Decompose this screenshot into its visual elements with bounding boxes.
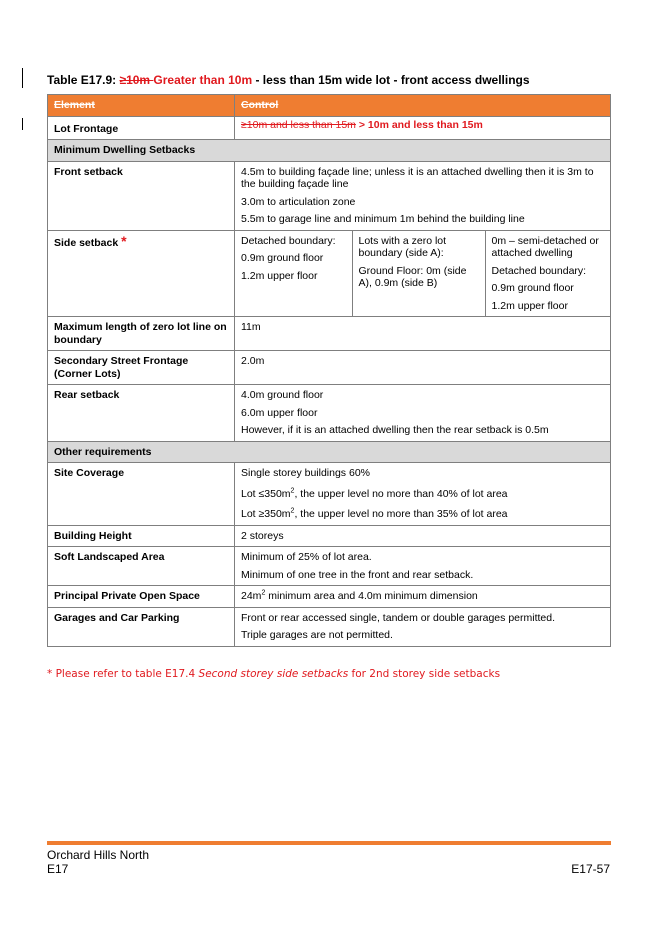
footnote bbox=[47, 668, 500, 680]
soft-landscaped-value bbox=[235, 547, 611, 586]
garages-line: Front or rear accessed single, tandem or double garages permitted. bbox=[241, 611, 556, 624]
superscript: 2 bbox=[290, 507, 295, 515]
row-secondary-frontage bbox=[48, 351, 611, 385]
row-rear-setback bbox=[48, 385, 611, 442]
header-control: Control bbox=[235, 95, 611, 117]
side-col-semi-detached bbox=[485, 231, 611, 317]
front-setback-line: 3.0m to articulation zone bbox=[241, 195, 356, 208]
front-setback-value bbox=[235, 161, 611, 230]
row-ppos bbox=[48, 586, 611, 608]
row-building-height bbox=[48, 525, 611, 547]
side-col-zero-lot bbox=[352, 231, 485, 317]
footer-title: Orchard Hills North bbox=[47, 848, 150, 862]
garages-value bbox=[235, 607, 611, 646]
site-coverage-label: Site Coverage bbox=[48, 463, 235, 526]
row-lot-frontage bbox=[48, 116, 611, 140]
lot-frontage-value bbox=[235, 116, 611, 140]
zero-lot-label: Maximum length of zero lot line on boundary bbox=[48, 317, 235, 351]
building-height-value: 2 storeys bbox=[235, 525, 611, 547]
side-col3-line: 1.2m upper floor bbox=[491, 299, 568, 312]
front-setback-line: 4.5m to building façade line; unless it is an attached dwelling then it is 3m to the building façade line bbox=[241, 165, 594, 190]
superscript: 2 bbox=[261, 589, 266, 597]
text: 24m bbox=[241, 590, 262, 602]
page-number: E17-57 bbox=[571, 862, 610, 876]
side-col3-line: 0m – semi-detached or attached dwelling bbox=[491, 234, 599, 259]
secondary-value: 2.0m bbox=[235, 351, 611, 385]
side-col3-line: 0.9m ground floor bbox=[491, 282, 574, 294]
soft-landscaped-line: Minimum of one tree in the front and rear setback. bbox=[241, 568, 474, 581]
footnote-text: for 2nd storey side setbacks bbox=[348, 668, 501, 680]
rear-setback-line: 6.0m upper floor bbox=[241, 406, 318, 419]
title-inserted: Greater than 10m bbox=[153, 73, 253, 87]
footer-chapter: E17 bbox=[47, 862, 69, 876]
side-col2-line: Lots with a zero lot boundary (side A): bbox=[358, 234, 447, 259]
title-struck: ≥10m bbox=[119, 73, 154, 87]
change-bar-2 bbox=[22, 118, 23, 130]
section-other bbox=[48, 441, 611, 463]
site-coverage-value bbox=[235, 463, 611, 526]
row-side-setback bbox=[48, 230, 611, 317]
garages-line: Triple garages are not permitted. bbox=[241, 629, 393, 641]
side-setback-subtable bbox=[235, 231, 611, 317]
rear-setback-label: Rear setback bbox=[48, 385, 235, 442]
lot-frontage-struck: ≥10m and less than 15m bbox=[241, 118, 356, 131]
secondary-label: Secondary Street Frontage (Corner Lots) bbox=[48, 351, 235, 385]
side-col3-line: Detached boundary: bbox=[491, 264, 587, 277]
footnote-text: * Please refer to table E17.4 bbox=[47, 668, 199, 680]
section-setbacks-label: Minimum Dwelling Setbacks bbox=[48, 140, 611, 162]
rear-setback-line: However, if it is an attached dwelling then the rear setback is 0.5m bbox=[241, 424, 549, 436]
text: Lot ≥350m bbox=[241, 508, 291, 520]
rear-setback-line: 4.0m ground floor bbox=[241, 389, 324, 401]
section-other-label: Other requirements bbox=[48, 441, 611, 463]
front-setback-label: Front setback bbox=[48, 161, 235, 230]
table-title bbox=[47, 73, 612, 87]
side-col1-line: 1.2m upper floor bbox=[241, 269, 318, 282]
row-garages bbox=[48, 607, 611, 646]
title-prefix: Table E17.9: bbox=[47, 73, 120, 87]
text: minimum area and 4.0m minimum dimension bbox=[265, 590, 478, 602]
site-coverage-line: Single storey buildings 60% bbox=[241, 467, 370, 479]
site-coverage-line bbox=[241, 508, 604, 521]
building-height-label: Building Height bbox=[48, 525, 235, 547]
change-bar-1 bbox=[22, 68, 23, 88]
garages-label: Garages and Car Parking bbox=[48, 607, 235, 646]
row-site-coverage bbox=[48, 463, 611, 526]
side-setback-label-cell bbox=[48, 230, 235, 317]
controls-table bbox=[47, 94, 611, 647]
row-soft-landscaped bbox=[48, 547, 611, 586]
row-zero-lot-length bbox=[48, 317, 611, 351]
ppos-label: Principal Private Open Space bbox=[48, 586, 235, 608]
section-setbacks bbox=[48, 140, 611, 162]
rear-setback-value bbox=[235, 385, 611, 442]
soft-landscaped-line: Minimum of 25% of lot area. bbox=[241, 551, 372, 563]
side-col1-line: 0.9m ground floor bbox=[241, 252, 324, 264]
front-setback-line: 5.5m to garage line and minimum 1m behind the building line bbox=[241, 213, 525, 225]
header-element: Element bbox=[48, 95, 235, 117]
site-coverage-line bbox=[241, 488, 604, 501]
header-row bbox=[48, 95, 611, 117]
footer-rule bbox=[47, 841, 611, 845]
lot-frontage-inserted: > 10m and less than 15m bbox=[355, 118, 483, 131]
lot-frontage-label: Lot Frontage bbox=[48, 116, 235, 140]
side-setback-value bbox=[235, 230, 611, 317]
title-rest: - less than 15m wide lot - front access dwellings bbox=[252, 73, 530, 87]
ppos-value bbox=[235, 586, 611, 608]
side-setback-label: Side setback bbox=[54, 236, 119, 249]
row-front-setback bbox=[48, 161, 611, 230]
zero-lot-value: 11m bbox=[235, 317, 611, 351]
footnote-italic: Second storey side setbacks bbox=[198, 668, 349, 680]
text: , the upper level no more than 40% of lot area bbox=[294, 487, 508, 500]
side-col-detached bbox=[235, 231, 352, 317]
text: , the upper level no more than 35% of lot area bbox=[294, 508, 508, 520]
superscript: 2 bbox=[290, 487, 295, 494]
side-col1-line: Detached boundary: bbox=[241, 234, 336, 247]
text: Lot ≤350m bbox=[241, 487, 291, 500]
asterisk-marker: * bbox=[121, 232, 127, 249]
soft-landscaped-label: Soft Landscaped Area bbox=[48, 547, 235, 586]
side-col2-line: Ground Floor: 0m (side A), 0.9m (side B) bbox=[358, 264, 467, 289]
